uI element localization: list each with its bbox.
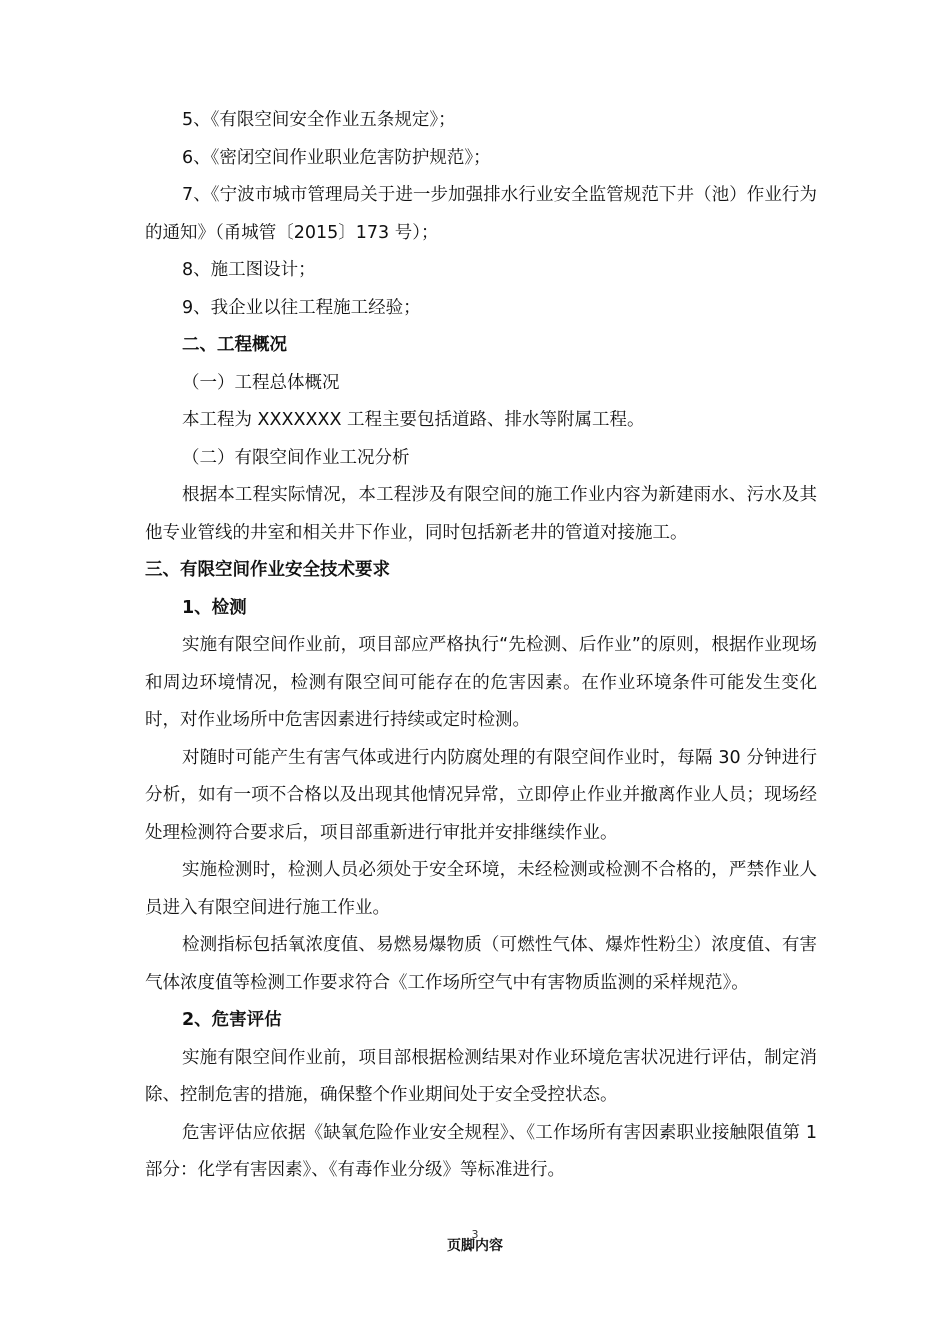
paragraph-detection-3: 实施检测时，检测人员必须处于安全环境，未经检测或检测不合格的，严禁作业人员进入有限空间进行施工作业。: [145, 860, 817, 918]
paragraph-ref-6: 6、《密闭空间作业职业危害防护规范》；: [182, 147, 491, 168]
paragraph-ref-8: 8、施工图设计；: [182, 260, 316, 280]
paragraph-ref-5: 5、《有限空间安全作业五条规定》；: [182, 110, 456, 130]
paragraph-detection-2: 对随时可能产生有害气体或进行内防腐处理的有限空间作业时，每隔 30 分钟进行分析，如有一项不合格以及出现其他情况异常，立即停止作业并撤离作业人员；现场经处理检测符合要求后，项目部重新进行审批并安排继续作业。: [145, 747, 817, 843]
paragraph-detection-4: 检测指标包括氧浓度值、易燃易爆物质（可燃性气体、爆炸性粉尘）浓度值、有害气体浓度值等检测工作要求符合《工作场所空气中有害物质监测的采样规范》。: [145, 935, 817, 993]
subheading-hazard-assessment: 2、危害评估: [182, 1010, 282, 1030]
subheading-general-overview: （一）工程总体概况: [182, 372, 340, 393]
subheading-detection: 1、检测: [182, 597, 247, 618]
subheading-work-condition-analysis: （二）有限空间作业工况分析: [182, 447, 410, 468]
page-footer: 页脚内容: [447, 1238, 503, 1254]
document-body: [145, 102, 817, 1190]
section-heading-project-overview: 二、工程概况: [182, 335, 287, 355]
paragraph-hazard-1: 实施有限空间作业前，项目部根据检测结果对作业环境危害状况进行评估，制定消除、控制危害的措施，确保整个作业期间处于安全受控状态。: [145, 1047, 817, 1105]
paragraph-ref-7: 7、《宁波市城市管理局关于进一步加强排水行业安全监管规范下井（池）作业行为的通知》（甬城管〔2015〕173 号）；: [145, 185, 817, 243]
page-number: 3: [471, 1228, 479, 1241]
paragraph-ref-9: 9、我企业以往工程施工经验；: [182, 297, 421, 318]
paragraph-hazard-2: 危害评估应依据《缺氧危险作业安全规程》、《工作场所有害因素职业接触限值第 1 部分：化学有害因素》、《有毒作业分级》等标准进行。: [145, 1122, 817, 1180]
section-heading-safety-requirements: 三、有限空间作业安全技术要求: [145, 560, 390, 580]
paragraph-project-scope: 本工程为 XXXXXXX 工程主要包括道路、排水等附属工程。: [182, 410, 645, 430]
paragraph-detection-1: 实施有限空间作业前，项目部应严格执行“先检测、后作业”的原则，根据作业现场和周边环境情况，检测有限空间可能存在的危害因素。在作业环境条件可能发生变化时，对作业场所中危害因素进行持续或定时检测。: [145, 635, 817, 730]
paragraph-work-condition: 根据本工程实际情况，本工程涉及有限空间的施工作业内容为新建雨水、污水及其他专业管线的井室和相关井下作业，同时包括新老井的管道对接施工。: [145, 485, 817, 543]
